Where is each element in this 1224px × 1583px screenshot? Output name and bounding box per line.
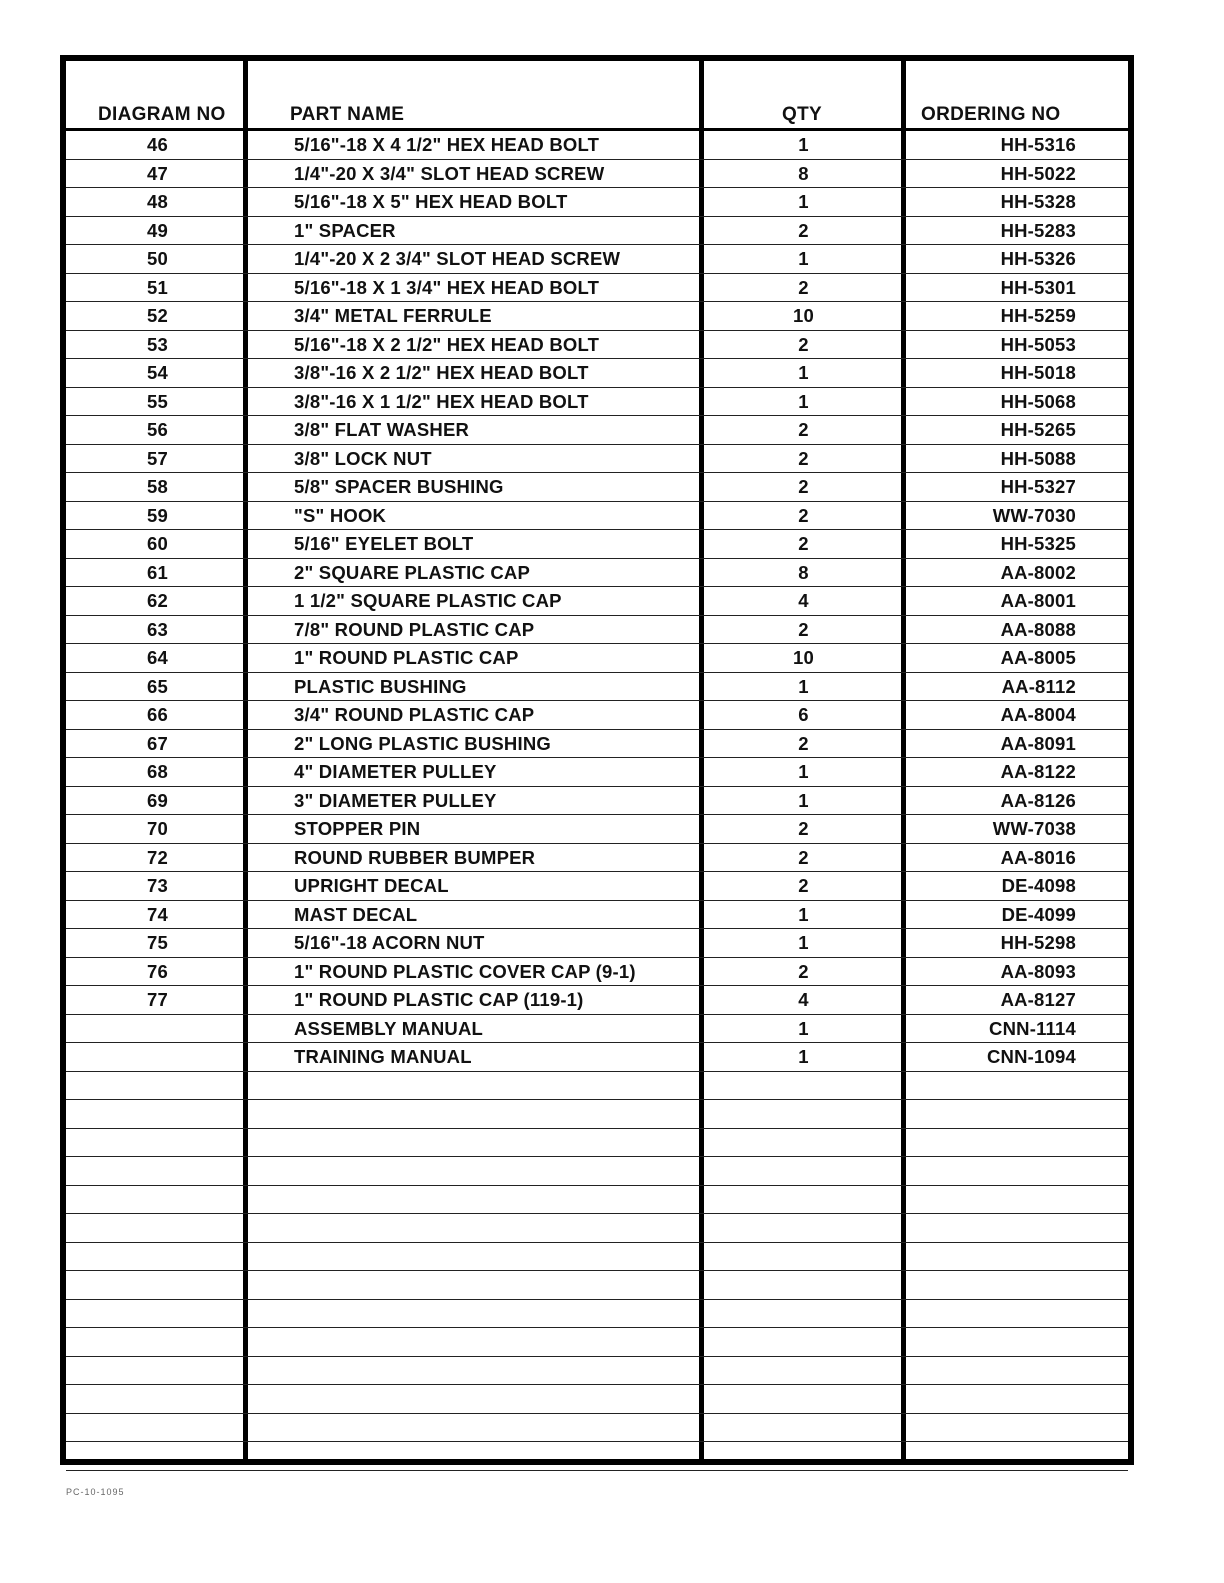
cell-ordering-no: HH-5053	[1000, 333, 1076, 355]
table-row	[66, 1442, 1128, 1471]
table-row	[66, 274, 1128, 303]
cell-qty	[706, 1414, 901, 1442]
cell-diagram-no: 58	[147, 476, 168, 497]
cell-diagram-no: 56	[147, 419, 168, 440]
cell-ordering-no: HH-5068	[1000, 390, 1076, 412]
cell-ordering-no	[914, 1271, 1076, 1299]
cell-diagram-no: 73	[147, 875, 168, 896]
cell-diagram-no: 66	[147, 704, 168, 725]
cell-ordering-no: HH-5283	[1000, 219, 1076, 241]
cell-part-name: 1" ROUND PLASTIC CAP	[294, 647, 519, 668]
table-row	[66, 701, 1128, 730]
cell-diagram-no: 48	[147, 191, 168, 212]
cell-part-name: 5/8" SPACER BUSHING	[294, 476, 504, 497]
cell-qty: 4	[798, 989, 809, 1010]
cell-qty	[706, 1300, 901, 1328]
cell-ordering-no: AA-8004	[1000, 704, 1076, 725]
table-row	[66, 1186, 1128, 1215]
table-row	[66, 872, 1128, 901]
cell-qty: 2	[798, 219, 809, 241]
cell-diagram-no	[66, 1072, 249, 1100]
cell-diagram-no: 54	[147, 362, 168, 383]
cell-ordering-no: DE-4099	[1001, 903, 1076, 925]
cell-ordering-no: HH-5259	[1000, 305, 1076, 326]
cell-qty	[706, 1100, 901, 1128]
cell-qty: 8	[798, 561, 809, 583]
cell-diagram-no	[66, 1186, 249, 1214]
cell-diagram-no	[66, 1129, 249, 1157]
cell-part-name: 3/8" LOCK NUT	[294, 447, 432, 469]
cell-part-name	[294, 1328, 699, 1356]
cell-qty: 10	[793, 305, 814, 326]
cell-diagram-no	[66, 1442, 249, 1470]
table-row	[66, 1300, 1128, 1329]
cell-part-name: 4" DIAMETER PULLEY	[294, 761, 497, 782]
cell-ordering-no: AA-8126	[1000, 789, 1076, 811]
footer-code: PC-10-1095	[66, 1487, 125, 1497]
cell-qty: 2	[798, 618, 809, 640]
cell-part-name	[294, 1385, 699, 1413]
cell-part-name: 1/4"-20 X 3/4" SLOT HEAD SCREW	[294, 162, 605, 184]
table-row	[66, 1015, 1128, 1044]
table-row	[66, 245, 1128, 274]
cell-diagram-no: 69	[147, 789, 168, 811]
cell-qty: 2	[798, 732, 809, 754]
cell-ordering-no	[914, 1300, 1076, 1328]
cell-diagram-no: 70	[147, 818, 168, 839]
cell-part-name: 1" ROUND PLASTIC CAP (119-1)	[294, 989, 584, 1010]
table-row	[66, 929, 1128, 958]
cell-ordering-no	[914, 1157, 1076, 1185]
cell-part-name	[294, 1129, 699, 1157]
header-qty: QTY	[782, 104, 822, 125]
cell-diagram-no: 64	[147, 647, 168, 668]
cell-diagram-no: 61	[147, 561, 168, 583]
table-row	[66, 1328, 1128, 1357]
table-row	[66, 473, 1128, 502]
cell-qty: 2	[798, 333, 809, 355]
cell-diagram-no	[66, 1328, 249, 1356]
cell-ordering-no	[914, 1414, 1076, 1442]
cell-diagram-no: 57	[147, 447, 168, 469]
cell-part-name: PLASTIC BUSHING	[294, 675, 467, 697]
table-row	[66, 1072, 1128, 1101]
table-row	[66, 1214, 1128, 1243]
table-row	[66, 730, 1128, 759]
cell-diagram-no	[66, 1043, 249, 1071]
table-row	[66, 160, 1128, 189]
cell-ordering-no: AA-8001	[1000, 590, 1076, 611]
cell-diagram-no: 75	[147, 932, 168, 953]
cell-ordering-no	[914, 1100, 1076, 1128]
cell-ordering-no: WW-7038	[992, 818, 1076, 839]
cell-diagram-no	[66, 1385, 249, 1413]
header-diagram-no: DIAGRAM NO	[98, 104, 226, 125]
table-row	[66, 1243, 1128, 1272]
cell-part-name: 5/16" EYELET BOLT	[294, 533, 474, 554]
cell-qty: 4	[798, 590, 809, 611]
cell-qty: 1	[798, 903, 809, 925]
table-body	[66, 131, 1128, 1471]
table-row	[66, 217, 1128, 246]
table-row	[66, 1357, 1128, 1386]
cell-part-name: 5/16"-18 X 1 3/4" HEX HEAD BOLT	[294, 276, 600, 298]
cell-qty: 1	[798, 932, 809, 953]
cell-qty: 2	[798, 533, 809, 554]
cell-ordering-no: AA-8002	[1000, 561, 1076, 583]
table-row	[66, 559, 1128, 588]
cell-diagram-no: 65	[147, 675, 168, 697]
cell-qty	[706, 1328, 901, 1356]
cell-diagram-no	[66, 1015, 249, 1043]
cell-qty: 1	[798, 134, 809, 155]
cell-ordering-no	[914, 1214, 1076, 1242]
cell-ordering-no	[914, 1129, 1076, 1157]
table-row	[66, 1129, 1128, 1158]
cell-part-name: 1" ROUND PLASTIC COVER CAP (9-1)	[294, 960, 636, 982]
cell-diagram-no	[66, 1414, 249, 1442]
cell-ordering-no: DE-4098	[1001, 875, 1076, 896]
cell-part-name: MAST DECAL	[294, 903, 418, 925]
cell-part-name	[294, 1186, 699, 1214]
cell-ordering-no: HH-5088	[1000, 447, 1076, 469]
cell-part-name: 2" LONG PLASTIC BUSHING	[294, 732, 551, 754]
header-part-name: PART NAME	[290, 104, 405, 125]
cell-qty	[706, 1357, 901, 1385]
cell-diagram-no: 60	[147, 533, 168, 554]
cell-qty: 2	[798, 447, 809, 469]
cell-part-name: 3/8"-16 X 1 1/2" HEX HEAD BOLT	[294, 390, 589, 412]
cell-ordering-no: CNN-1094	[987, 1046, 1076, 1067]
cell-diagram-no	[66, 1243, 249, 1271]
cell-qty: 2	[798, 276, 809, 298]
cell-part-name: 2" SQUARE PLASTIC CAP	[294, 561, 531, 583]
cell-ordering-no: WW-7030	[992, 504, 1076, 526]
cell-qty: 1	[798, 191, 809, 212]
table-row	[66, 901, 1128, 930]
cell-part-name: 3/8" FLAT WASHER	[294, 419, 470, 440]
cell-part-name: STOPPER PIN	[294, 818, 421, 839]
table-row	[66, 530, 1128, 559]
table-row	[66, 815, 1128, 844]
table-row	[66, 302, 1128, 331]
cell-ordering-no: HH-5265	[1000, 419, 1076, 440]
cell-qty: 2	[798, 419, 809, 440]
table-row	[66, 331, 1128, 360]
table-row	[66, 1043, 1128, 1072]
cell-diagram-no: 47	[147, 162, 168, 184]
cell-ordering-no: AA-8093	[1000, 960, 1076, 982]
cell-qty: 1	[798, 1017, 809, 1039]
cell-part-name: 1 1/2" SQUARE PLASTIC CAP	[294, 590, 562, 611]
cell-qty: 2	[798, 960, 809, 982]
table-row	[66, 958, 1128, 987]
table-row	[66, 1157, 1128, 1186]
cell-qty: 1	[798, 1046, 809, 1067]
cell-part-name	[294, 1442, 699, 1470]
cell-ordering-no: AA-8112	[1001, 675, 1076, 697]
cell-diagram-no	[66, 1157, 249, 1185]
cell-qty	[706, 1157, 901, 1185]
cell-diagram-no: 62	[147, 590, 168, 611]
cell-part-name: 3/4" METAL FERRULE	[294, 305, 492, 326]
table-header	[66, 61, 1128, 131]
cell-qty: 8	[798, 162, 809, 184]
header-ordering-no: ORDERING NO	[921, 104, 1061, 125]
table-row	[66, 131, 1128, 160]
cell-ordering-no: HH-5328	[1000, 191, 1076, 212]
cell-qty	[706, 1129, 901, 1157]
cell-part-name	[294, 1300, 699, 1328]
cell-ordering-no: AA-8122	[1000, 761, 1076, 782]
cell-diagram-no: 49	[147, 219, 168, 241]
cell-diagram-no: 72	[147, 846, 168, 868]
cell-qty	[706, 1442, 901, 1470]
cell-diagram-no	[66, 1100, 249, 1128]
table-row	[66, 673, 1128, 702]
table-row	[66, 1414, 1128, 1443]
table-row	[66, 1385, 1128, 1414]
cell-part-name	[294, 1271, 699, 1299]
cell-ordering-no: HH-5301	[1000, 276, 1076, 298]
cell-diagram-no: 68	[147, 761, 168, 782]
cell-diagram-no: 63	[147, 618, 168, 640]
cell-qty: 1	[798, 675, 809, 697]
cell-part-name	[294, 1243, 699, 1271]
table-row	[66, 1271, 1128, 1300]
table-row	[66, 986, 1128, 1015]
cell-qty: 2	[798, 476, 809, 497]
parts-list-table	[60, 55, 1134, 1465]
cell-part-name: "S" HOOK	[294, 504, 387, 526]
cell-qty	[706, 1186, 901, 1214]
table-row	[66, 644, 1128, 673]
cell-ordering-no: HH-5022	[1000, 162, 1076, 184]
cell-part-name	[294, 1414, 699, 1442]
cell-qty: 2	[798, 504, 809, 526]
table-row	[66, 844, 1128, 873]
table-row	[66, 758, 1128, 787]
cell-diagram-no: 59	[147, 504, 168, 526]
cell-part-name	[294, 1157, 699, 1185]
cell-part-name: ASSEMBLY MANUAL	[294, 1017, 484, 1039]
cell-qty: 6	[798, 704, 809, 725]
cell-part-name	[294, 1100, 699, 1128]
cell-qty	[706, 1243, 901, 1271]
table-row	[66, 359, 1128, 388]
cell-diagram-no: 50	[147, 248, 168, 269]
cell-diagram-no: 51	[147, 276, 168, 298]
table-row	[66, 445, 1128, 474]
cell-qty: 1	[798, 761, 809, 782]
cell-part-name: 1/4"-20 X 2 3/4" SLOT HEAD SCREW	[294, 248, 621, 269]
cell-diagram-no	[66, 1357, 249, 1385]
cell-qty: 1	[798, 789, 809, 811]
cell-qty: 1	[798, 362, 809, 383]
cell-qty	[706, 1214, 901, 1242]
cell-diagram-no: 67	[147, 732, 168, 754]
cell-ordering-no	[914, 1186, 1076, 1214]
cell-ordering-no	[914, 1072, 1076, 1100]
cell-part-name: TRAINING MANUAL	[294, 1046, 472, 1067]
cell-part-name	[294, 1214, 699, 1242]
table-row	[66, 388, 1128, 417]
cell-diagram-no: 46	[147, 134, 168, 155]
cell-ordering-no: CNN-1114	[989, 1017, 1076, 1039]
cell-ordering-no	[914, 1442, 1076, 1470]
cell-diagram-no: 76	[147, 960, 168, 982]
cell-diagram-no: 74	[147, 903, 168, 925]
table-row	[66, 502, 1128, 531]
cell-qty	[706, 1072, 901, 1100]
cell-part-name: 3/4" ROUND PLASTIC CAP	[294, 704, 535, 725]
cell-part-name: 5/16"-18 X 2 1/2" HEX HEAD BOLT	[294, 333, 600, 355]
cell-ordering-no: HH-5325	[1000, 533, 1076, 554]
table-row	[66, 1100, 1128, 1129]
cell-ordering-no: HH-5327	[1000, 476, 1076, 497]
cell-qty	[706, 1271, 901, 1299]
cell-qty: 1	[798, 390, 809, 412]
cell-diagram-no	[66, 1300, 249, 1328]
cell-ordering-no: AA-8005	[1000, 647, 1076, 668]
cell-ordering-no: HH-5326	[1000, 248, 1076, 269]
cell-diagram-no: 52	[147, 305, 168, 326]
cell-part-name: ROUND RUBBER BUMPER	[294, 846, 536, 868]
cell-part-name: 5/16"-18 X 5" HEX HEAD BOLT	[294, 191, 568, 212]
cell-part-name: 5/16"-18 X 4 1/2" HEX HEAD BOLT	[294, 134, 600, 155]
cell-qty: 1	[798, 248, 809, 269]
table-row	[66, 416, 1128, 445]
cell-ordering-no	[914, 1328, 1076, 1356]
cell-diagram-no: 55	[147, 390, 168, 412]
cell-ordering-no: AA-8127	[1000, 989, 1076, 1010]
cell-diagram-no: 53	[147, 333, 168, 355]
cell-diagram-no: 77	[147, 989, 168, 1010]
table-row	[66, 188, 1128, 217]
cell-part-name: 3" DIAMETER PULLEY	[294, 789, 497, 811]
cell-qty: 2	[798, 875, 809, 896]
cell-part-name: 5/16"-18 ACORN NUT	[294, 932, 485, 953]
cell-qty: 2	[798, 818, 809, 839]
cell-part-name: UPRIGHT DECAL	[294, 875, 449, 896]
cell-ordering-no: AA-8091	[1000, 732, 1076, 754]
cell-part-name	[294, 1072, 699, 1100]
cell-diagram-no	[66, 1271, 249, 1299]
cell-ordering-no	[914, 1385, 1076, 1413]
cell-ordering-no	[914, 1243, 1076, 1271]
cell-qty: 10	[793, 647, 814, 668]
cell-part-name: 7/8" ROUND PLASTIC CAP	[294, 618, 535, 640]
cell-ordering-no: HH-5316	[1000, 134, 1076, 155]
table-row	[66, 787, 1128, 816]
cell-part-name: 1" SPACER	[294, 219, 396, 241]
table-row	[66, 587, 1128, 616]
cell-ordering-no: HH-5298	[1000, 932, 1076, 953]
cell-ordering-no	[914, 1357, 1076, 1385]
cell-diagram-no	[66, 1214, 249, 1242]
cell-part-name: 3/8"-16 X 2 1/2" HEX HEAD BOLT	[294, 362, 589, 383]
cell-qty: 2	[798, 846, 809, 868]
table-row	[66, 616, 1128, 645]
cell-ordering-no: HH-5018	[1000, 362, 1076, 383]
cell-ordering-no: AA-8088	[1000, 618, 1076, 640]
cell-qty	[706, 1385, 901, 1413]
cell-part-name	[294, 1357, 699, 1385]
cell-ordering-no: AA-8016	[1000, 846, 1076, 868]
